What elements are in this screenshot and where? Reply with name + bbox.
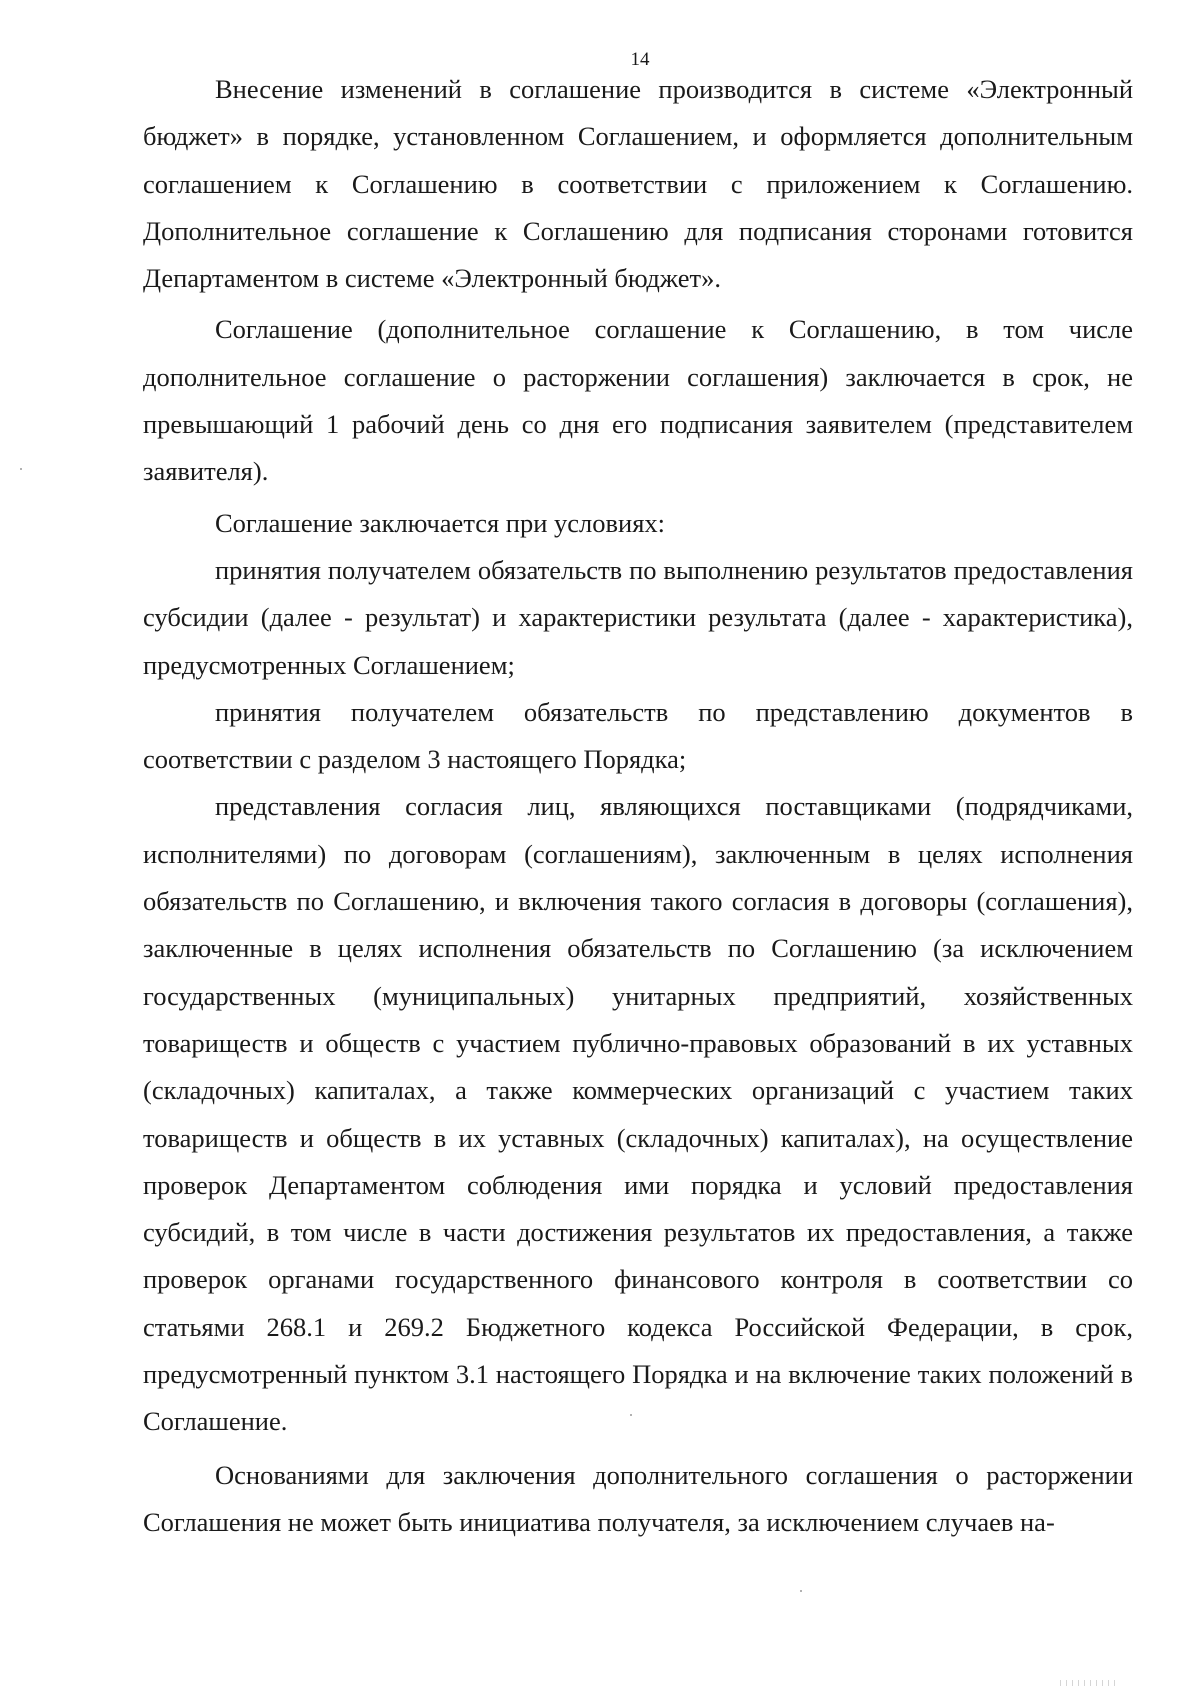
scan-artifact [1060, 1680, 1120, 1686]
paragraph-condition-documents: принятия получателем обязательств по представлению документов в соответствии с разделом 3 настоящего Порядка; [143, 696, 1133, 775]
page-number: 14 [630, 49, 650, 70]
paragraph-conditions-intro: Соглашение заключается при условиях: [215, 507, 666, 538]
paragraph-amendments: Внесение изменений в соглашение производится в системе «Электронный бюджет» в порядке, установленном Соглашением, и оформляется дополнительным соглашением к Соглашению в соответствии с приложением к Соглашению. Дополнительное соглашение к Соглашению для подписания сторонами готовится Департаментом в системе «Электронный бюджет». [143, 74, 1133, 294]
scan-speck [20, 468, 22, 470]
scan-speck [800, 1590, 802, 1592]
scan-speck [630, 1414, 632, 1416]
paragraph-condition-consent: представления согласия лиц, являющихся поставщиками (подрядчиками, исполнителями) по договорам (соглашениям), заключенным в целях исполнения обязательств по Соглашению, и включения такого согласия в договоры (соглашения), заключенные в целях исполнения обязательств по Соглашению (за исключением государственных (муниципальных) унитарных предприятий, хозяйственных товариществ и обществ с участием публично-правовых образований в их уставных (складочных) капиталах, а также коммерческих организаций с участием таких товариществ и обществ в их уставных (складочных) капиталах), на осуществление проверок Департаментом соблюдения ими порядка и условий предоставления субсидий, в том числе в части достижения результатов их предоставления, а также проверок органами государственного финансового контроля в соответствии со статьями 268.1 и 269.2 Бюджетного кодекса Российской Федерации, в срок, предусмотренный пунктом 3.1 настоящего Порядка и на включение таких положений в Соглашение. [143, 791, 1133, 1437]
paragraph-termination-grounds: Основаниями для заключения дополнительного соглашения о расторжении Соглашения не может быть инициатива получателя, за исключением случаев на- [143, 1459, 1133, 1537]
document-body [143, 66, 1133, 1546]
paragraph-condition-results: принятия получателем обязательств по выполнению результатов предоставления субсидии (далее - результат) и характеристики результата (далее - характеристика), предусмотренных Соглашением; [143, 554, 1133, 680]
paragraph-conclusion-term: Соглашение (дополнительное соглашение к Соглашению, в том числе дополнительное соглашение о расторжении соглашения) заключается в срок, не превышающий 1 рабочий день со дня его подписания заявителем (представителем заявителя). [143, 314, 1133, 487]
